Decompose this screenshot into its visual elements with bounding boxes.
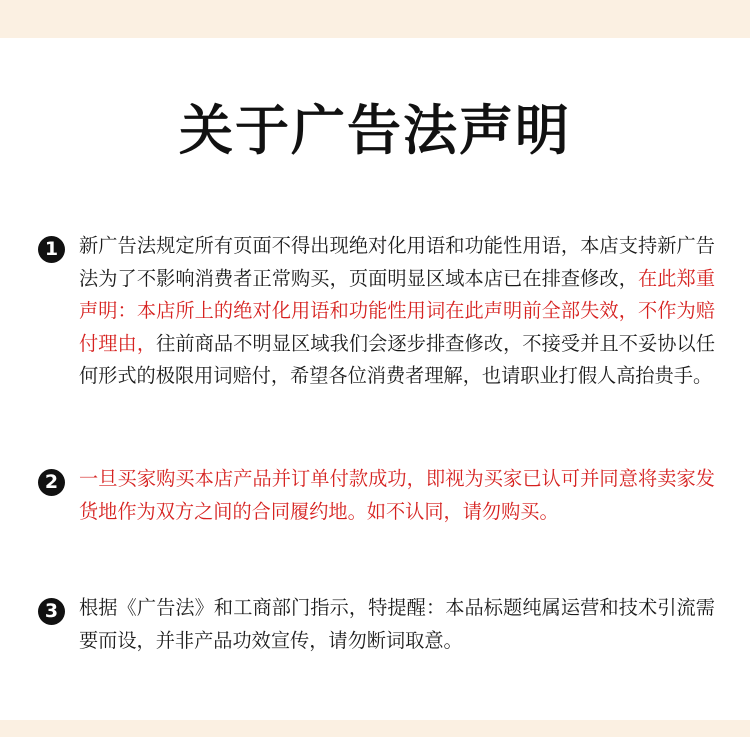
notice-text-3: 根据《广告法》和工商部门指示，特提醒：本品标题纯属运营和技术引流需要而设，并非产品功效宣传，请勿断词取意。 xyxy=(79,596,715,652)
top-band xyxy=(0,0,750,38)
bottom-band xyxy=(0,720,750,737)
notice-text-1-continued: 往前商品不明显区域我们会逐步排查修改，不接受并且不妥协以任何形式的极限用词赔付，希望各位消费者理解，也请职业打假人高抬贵手。 xyxy=(79,331,716,387)
number-badge-2: 2 xyxy=(38,469,65,496)
notice-text-1-highlight: 在此郑重声明：本店所上的绝对化用语和功能性用词在此声明前全部失效，不作为赔付理由， xyxy=(79,266,716,355)
number-badge-1: 1 xyxy=(38,236,65,263)
page-title: 关于广告法声明 xyxy=(179,99,571,162)
notice-text-2: 一旦买家购买本店产品并订单付款成功，即视为买家已认可并同意将卖家发货地作为双方之间的合同履约地。如不认同，请勿购买。 xyxy=(79,467,715,523)
number-badge-3: 3 xyxy=(38,598,65,625)
notice-text-1-normal: 新广告法规定所有页面不得出现绝对化用语和功能性用语，本店支持新广告法为了不影响消费者正常购买，页面明显区域本店已在排查修改， xyxy=(79,234,715,290)
notice-text-1 xyxy=(79,230,715,393)
